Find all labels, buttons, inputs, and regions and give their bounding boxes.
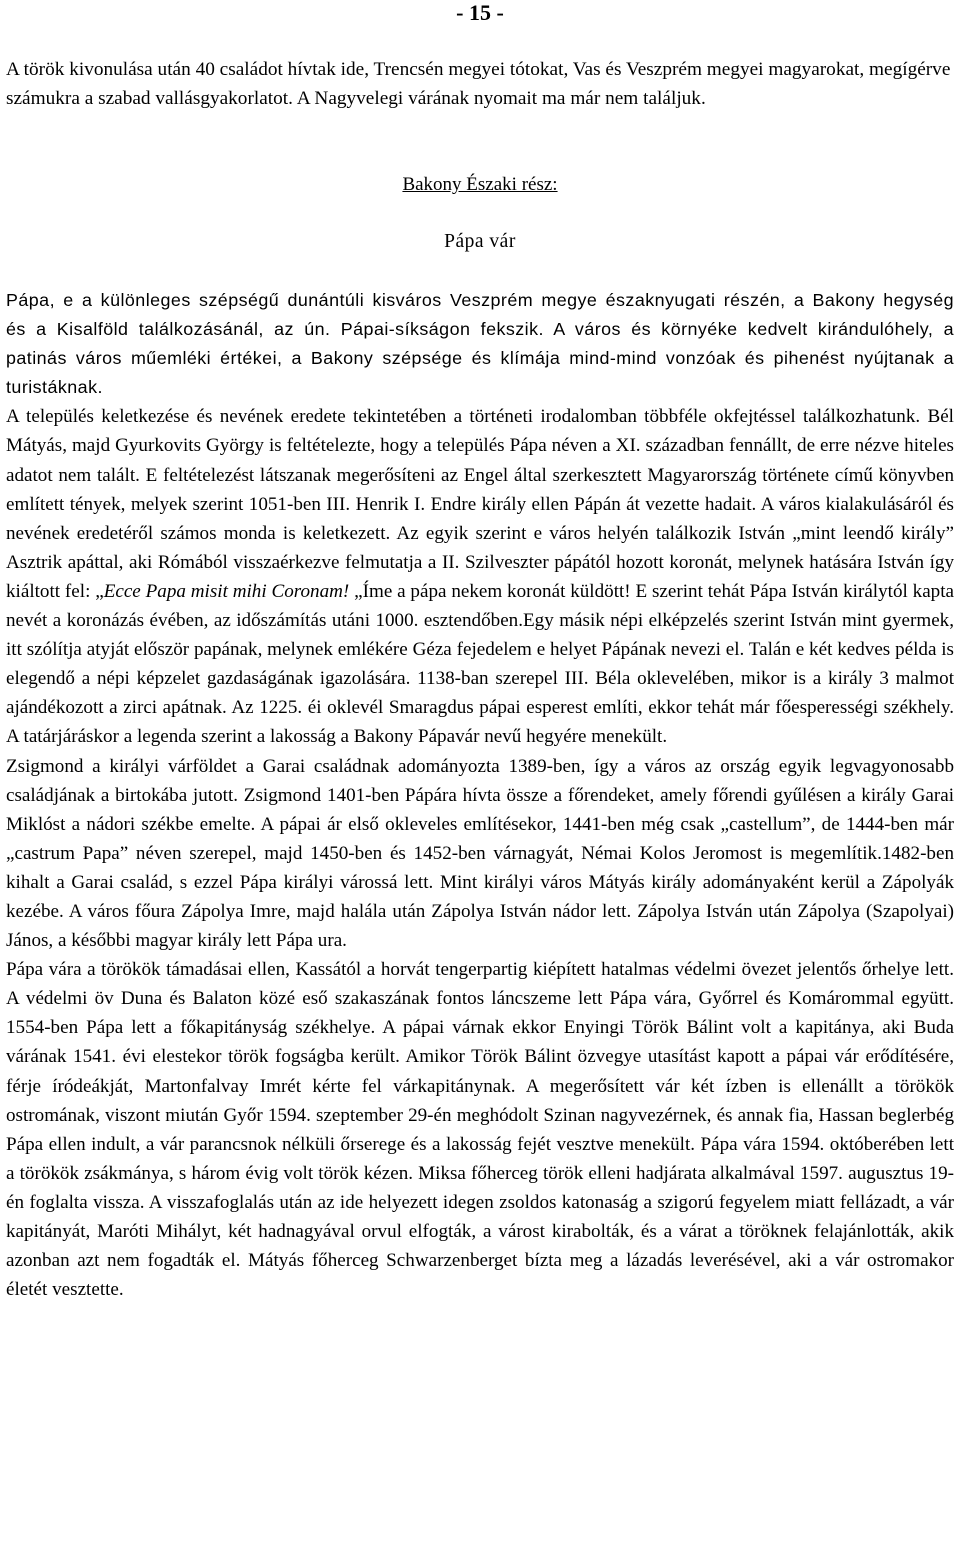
paragraph-2 — [6, 402, 954, 751]
sub-heading: Pápa vár — [444, 231, 516, 252]
paragraph-2-text-a: A település keletkezése és nevének eredete tekintetében a történeti irodalomban többféle okfejtéssel találkozhatunk. Bél Mátyás, majd Gyurkovits György is feltételezte, hogy a település Pápa néven a XI. században fennállt, de erre nézve hiteles adatot nem talált. E feltételezést látszanak megerősíteni az Engel által szerkesztett Magyarország története című könyvben említett tények, melyek szerint 1051-ben III. Henrik I. Endre király ellen Pápán át vezette hadait. A város kialakulásáról és nevének eredetéről számos monda is keletkezett. Az egyik szerint e város helyén találkozik István „mint leendő király” Asztrik apáttal, aki Rómából visszaérkezve felmutatja a II. Szilveszter pápától hozott koronát, melynek hatására István így kiáltott fel: „ — [6, 406, 954, 602]
paragraph-3: Zsigmond a királyi várföldet a Garai családnak adományozta 1389-ben, így a város az ország egyik legvagyonosabb családjának a birtokába jutott. Zsigmond 1401-ben Pápára hívta össze a főrendeket, amely főrendi gyűlésen a király Garai Miklóst a nádori székbe emelte. A pápai ár első okleveles említésekor, 1441-ben még csak „castellum”, de 1444-ben már „castrum Papa” néven szerepel, majd 1450-ben és 1452-ben várnagyát, Némai Kolos Jeromost is megemlítik.1482-ben kihalt a Garai család, s ezzel Pápa királyi várossá lett. Mint királyi város Mátyás király adományaként kerül a Zápolyák kezébe. A város főura Zápolya Imre, majd halála után Zápolya István nádor lett. Zápolya István után Zápolya (Szapolyai) János, a későbbi magyar király lett Pápa ura. — [6, 755, 954, 952]
section-heading: Bakony Északi rész: — [402, 174, 558, 195]
intro-paragraph: A török kivonulása után 40 családot hívtak ide, Trencsén megyei tótokat, Vas és Veszprém megyei magyarokat, megígérve számukra a szabad vallásgyakorlatot. A Nagyvelegi várának nyomait ma már nem találjuk. — [6, 59, 951, 109]
latin-quote: Ecce Papa misit mihi Coronam! — [103, 580, 350, 602]
paragraph-4: Pápa vára a törökök támadásai ellen, Kassától a horvát tengerpartig kiépített hatalmas védelmi övezet jelentős őrhelye lett. A védelmi öv Duna és Balaton közé eső szakaszának fontos láncszeme lett Pápa vára, Győrrel és Komárommal együtt. 1554-ben Pápa lett a főkapitányság székhelye. A pápai várnak ekkor Enyingi Török Bálint volt a kapitánya, aki Buda várának 1541. évi elestekor török fogságba került. Amikor Török Bálint özvegye utasítást kapott a pápai vár erődítésére, férje íródeákját, Martonfalvay Imrét kérte fel várkapitánynak. A megerősített vár két ízben is ellenállt a törökök ostromának, viszont miután Győr 1594. szeptember 29-én meghódolt Szinan nagyvezérnek, és annak fia, Hassan beglerbég Pápa ellen indult, a vár parancsnok nélküli őrserege és a lakosság fejét vesztve menekült. Pápa vára 1594. októberében lett a törökök zsákmánya, s három évig volt török kézen. Miksa főherceg török elleni hadjárata alkalmával 1597. augusztus 19-én foglalta vissza. A visszafoglalás után az ide helyezett idegen zsoldos katonaság a szigorú fegyelem miatt fellázadt, a vár kapitányát, Maróti Mihályt, két hadnagyával orvul elfogták, a várost kirabolták, és a várat a töröknek felajánlották, akik azonban azt nem fogadták el. Mátyás főherceg Schwarzenberget bízta meg a lázadás leverésével, aki a vár ostromakor életét vesztette. — [6, 959, 954, 1301]
body-text — [6, 286, 954, 1304]
paragraph-2-text-b: „Íme a pápa nekem koronát küldött! E szerint tehát Pápa István királytól kapta nevét a koronázás évében, az időszámítás utáni 1000. esztendőben.Egy másik népi elképzelés szerint István mint gyermek, itt szólítja atyját először papának, melynek emlékére Géza fejedelem e helyet Pápának nevezi el. Talán e két kedves példa is elegendő a népi képzelet gazdaságának igazolására. 1138-ban szerepel III. Béla oklevelében, mikor is a király 3 malmot ajándékozott a zirci apátnak. Az 1225. éi oklevél Smaragdus pápai esperest említi, ekkor tehát már főesperességi székhely. A tatárjáráskor a legenda szerint a lakosság a Bakony Pápavár nevű hegyére menekült. — [6, 580, 954, 748]
paragraph-1: Pápa, e a különleges szépségű dunántúli kisváros Veszprém megye északnyugati részén, a Bakony hegység és a Kisalföld találkozásánál, az ún. Pápai-síkságon fekszik. A város és környéke kedvelt kirándulóhely, a patinás város műemléki értékei, a Bakony szépsége és klímája mind-mind vonzóak és pihenést nyújtanak a turistáknak. — [6, 290, 954, 398]
page-number: - 15 - — [456, 0, 504, 25]
